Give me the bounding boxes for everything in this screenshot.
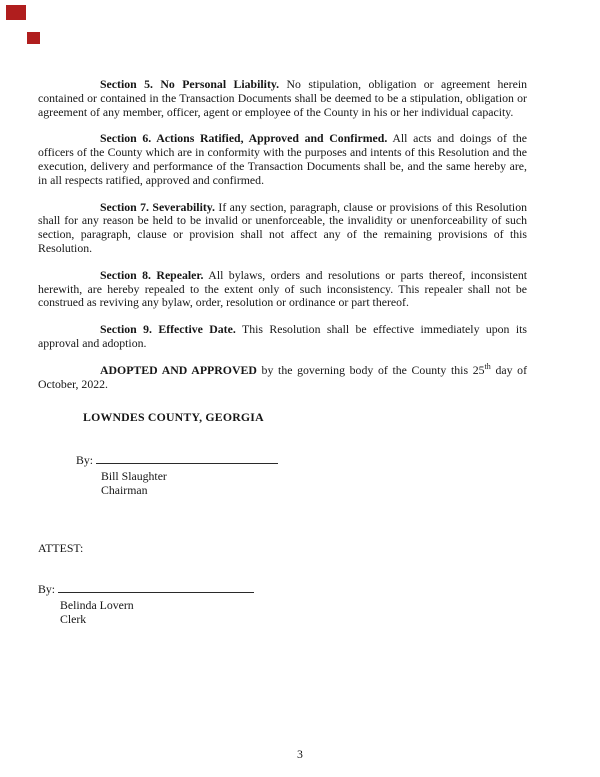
section-6-body: All acts and doings of the officers of the County which are in conformity with the purposes and intents of this Resolution and the execution, delivery and performance of the Transaction Documents shall be, and the same hereby are, in all respects ratified, approved and confirmed. (38, 131, 527, 187)
adoption-body-start: by the governing body of the County this 25 (256, 362, 485, 377)
section-5-body: No stipulation, obligation or agreement herein contained or contained in the Transaction Documents shall be deemed to be a stipulation, obligation or agreement of any member, officer, agent or employee of the County in his or her individual capacity. (38, 77, 527, 119)
signature-line (58, 581, 254, 593)
section-7-paragraph (38, 201, 527, 256)
section-6-heading: Section 6. Actions Ratified, Approved and Confirmed. (100, 131, 388, 146)
signer-name: Bill Slaughter (101, 468, 167, 483)
section-8-body: All bylaws, orders and resolutions or parts thereof, inconsistent herewith, are hereby repealed to the extent only of such inconsistency. This repealer shall not be construed as reviving any bylaw, order, resolution or ordinance or part thereof. (38, 267, 527, 310)
attest-signer-name: Belinda Lovern (60, 598, 134, 613)
red-square-mark (27, 32, 40, 44)
section-6-paragraph (38, 132, 527, 187)
section-8-heading: Section 8. Repealer. (100, 267, 204, 282)
section-5-paragraph (38, 78, 527, 119)
section-9-body: This Resolution shall be effective immediately upon its approval and adoption. (38, 322, 527, 350)
adoption-body-end: day of October, 2022. (38, 362, 528, 391)
organization-name: LOWNDES COUNTY, GEORGIA (83, 410, 264, 425)
county-signature-block (38, 411, 527, 497)
signature-line (96, 452, 278, 464)
attest-by-line (38, 581, 527, 597)
adoption-lead: ADOPTED AND APPROVED (100, 362, 257, 377)
adoption-paragraph (38, 361, 528, 392)
section-7-body: If any section, paragraph, clause or provisions of this Resolution shall for any reason be held to be invalid or unenforceable, the invalidity or unenforceability of such section, paragraph, clause or provision shall not affect any of the remaining provisions of this Resolution. (38, 199, 528, 255)
by-label: By: (76, 453, 94, 468)
section-5-heading: Section 5. No Personal Liability. (100, 77, 280, 91)
attest-signer-title: Clerk (60, 611, 87, 626)
section-9-paragraph (38, 323, 527, 351)
page-number: 3 (297, 747, 303, 761)
county-by-line (76, 452, 527, 468)
attest-block (38, 542, 527, 627)
section-8-paragraph (38, 269, 527, 310)
section-9-heading: Section 9. Effective Date. (100, 322, 236, 337)
document-body (38, 78, 527, 627)
red-square-mark (6, 5, 26, 20)
attest-label: ATTEST: (38, 540, 84, 555)
ordinal-superscript: th (484, 361, 491, 371)
signer-title: Chairman (101, 482, 148, 497)
by-label: By: (38, 582, 56, 597)
section-7-heading: Section 7. Severability. (100, 199, 215, 214)
